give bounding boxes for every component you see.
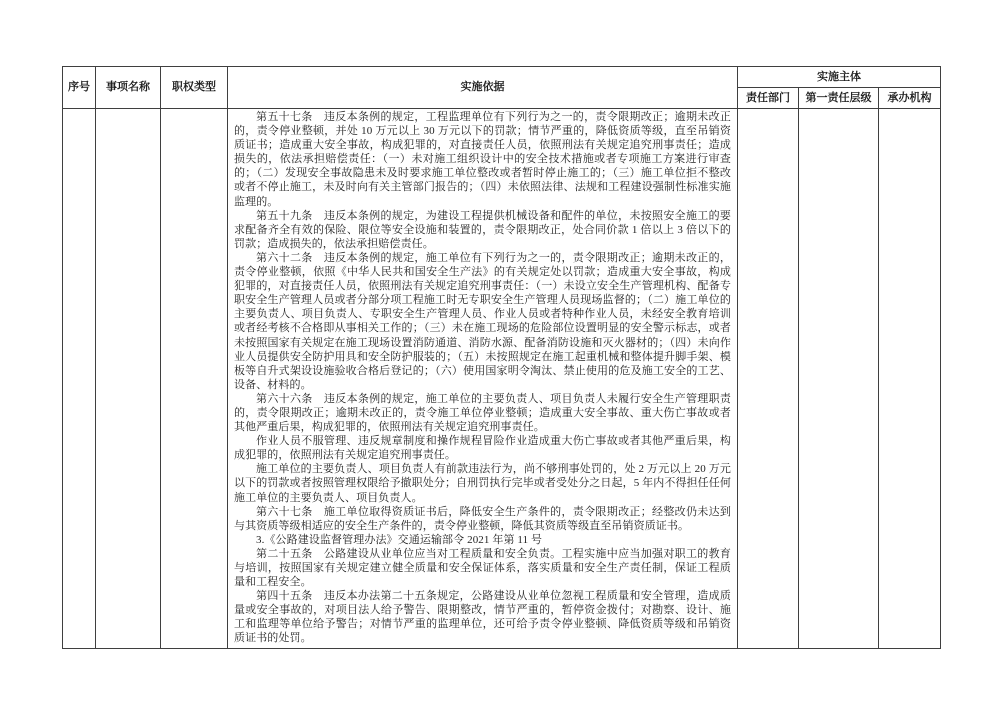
basis-paragraph: 第二十五条 公路建设从业单位应当对工程质量和安全负责。工程实施中应当加强对职工的教育与培训，按照国家有关规定建立健全质量和安全保证体系，落实质量和安全生产责任制，保证工程质量和工程安全。 <box>234 547 731 589</box>
cell-implementation-basis <box>228 109 738 649</box>
cell-first-responsibility-level <box>799 109 879 649</box>
col-header-authority-type: 职权类型 <box>161 67 228 109</box>
col-header-implementation-basis: 实施依据 <box>228 67 738 109</box>
cell-seq <box>63 109 96 649</box>
col-header-seq: 序号 <box>63 67 96 109</box>
col-header-undertaking-organization: 承办机构 <box>879 88 941 109</box>
col-header-first-responsibility-level: 第一责任层级 <box>799 88 879 109</box>
table-header <box>63 67 941 109</box>
cell-item-name <box>96 109 161 649</box>
basis-paragraph: 第四十五条 违反本办法第二十五条规定，公路建设从业单位忽视工程质量和安全管理，造成质量或安全事故的，对项目法人给予警告、限期整改，情节严重的，暂停资金拨付；对勘察、设计、施工和监理等单位给予警告；对情节严重的监理单位，还可给予责令停业整顿、降低资质等级和吊销资质证书的处罚。 <box>234 590 731 645</box>
basis-paragraph: 3.《公路建设监督管理办法》交通运输部令 2021 年第 11 号 <box>256 533 543 546</box>
basis-paragraph: 第六十二条 违反本条例的规定，施工单位有下列行为之一的，责令限期改正；逾期未改正的，责令停业整顿，依照《中华人民共和国安全生产法》的有关规定处以罚款；造成重大安全事故，构成犯罪的，对直接责任人员，依照刑法有关规定追究刑事责任：（一）未设立安全生产管理机构、配备专职安全生产管理人员或者分部分项工程施工时无专职安全生产管理人员现场监督的；（二）施工单位的主要负责人、项目负责人、专职安全生产管理人员、作业人员或者特种作业人员，未经安全教育培训或者经考核不合格即从事相关工作的；（三）未在施工现场的危险部位设置明显的安全警示标志，或者未按照国家有关规定在施工现场设置消防通道、消防水源、配备消防设施和灭火器材的；（四）未向作业人员提供安全防护用具和安全防护服装的；（五）未按照规定在施工起重机械和整体提升脚手架、模板等自升式架设设施验收合格后登记的；（六）使用国家明令淘汰、禁止使用的危及施工安全的工艺、设备、材料的。 <box>234 251 731 391</box>
cell-authority-type <box>161 109 228 649</box>
col-header-implementation-subject: 实施主体 <box>738 67 941 88</box>
table-row <box>63 109 941 649</box>
basis-paragraph: 作业人员不服管理、违反规章制度和操作规程冒险作业造成重大伤亡事故或者其他严重后果，构成犯罪的，依照刑法有关规定追究刑事责任。 <box>234 435 731 462</box>
cell-responsible-department <box>738 109 799 649</box>
col-header-item-name: 事项名称 <box>96 67 161 109</box>
basis-paragraph: 施工单位的主要负责人、项目负责人有前款违法行为，尚不够刑事处罚的，处 2 万元以上 20 万元以下的罚款或者按照管理权限给予撤职处分；自刑罚执行完毕或者受处分之日起，5 年内不得担任任何施工单位的主要负责人、项目负责人。 <box>234 463 731 504</box>
basis-paragraph: 第五十七条 违反本条例的规定，工程监理单位有下列行为之一的，责令限期改正；逾期未改正的，责令停业整顿，并处 10 万元以上 30 万元以下的罚款；情节严重的，降低资质等级，直至吊销资质证书；造成重大安全事故，构成犯罪的，对直接责任人员，依照刑法有关规定追究刑事责任；造成损失的，依法承担赔偿责任：（一）未对施工组织设计中的安全技术措施或者专项施工方案进行审查的；（二）发现安全事故隐患未及时要求施工单位整改或者暂时停止施工的；（三）施工单位拒不整改或者不停止施工，未及时向有关主管部门报告的；（四）未依照法律、法规和工程建设强制性标准实施监理的。 <box>234 111 731 208</box>
col-header-responsible-department: 责任部门 <box>738 88 799 109</box>
duty-table <box>62 66 941 649</box>
basis-paragraph: 第六十七条 施工单位取得资质证书后，降低安全生产条件的，责令限期改正；经整改仍未达到与其资质等级相适应的安全生产条件的，责令停业整顿，降低其资质等级直至吊销资质证书。 <box>234 505 731 532</box>
cell-undertaking-organization <box>879 109 941 649</box>
basis-paragraph: 第六十六条 违反本条例的规定，施工单位的主要负责人、项目负责人未履行安全生产管理职责的，责令限期改正；逾期未改正的，责令施工单位停业整顿；造成重大安全事故、重大伤亡事故或者其他严重后果，构成犯罪的，依照刑法有关规定追究刑事责任。 <box>234 392 731 434</box>
basis-paragraph: 第五十九条 违反本条例的规定，为建设工程提供机械设备和配件的单位，未按照安全施工的要求配备齐全有效的保险、限位等安全设施和装置的，责令限期改正，处合同价款 1 倍以上 3 倍以下的罚款；造成损失的，依法承担赔偿责任。 <box>234 209 731 250</box>
